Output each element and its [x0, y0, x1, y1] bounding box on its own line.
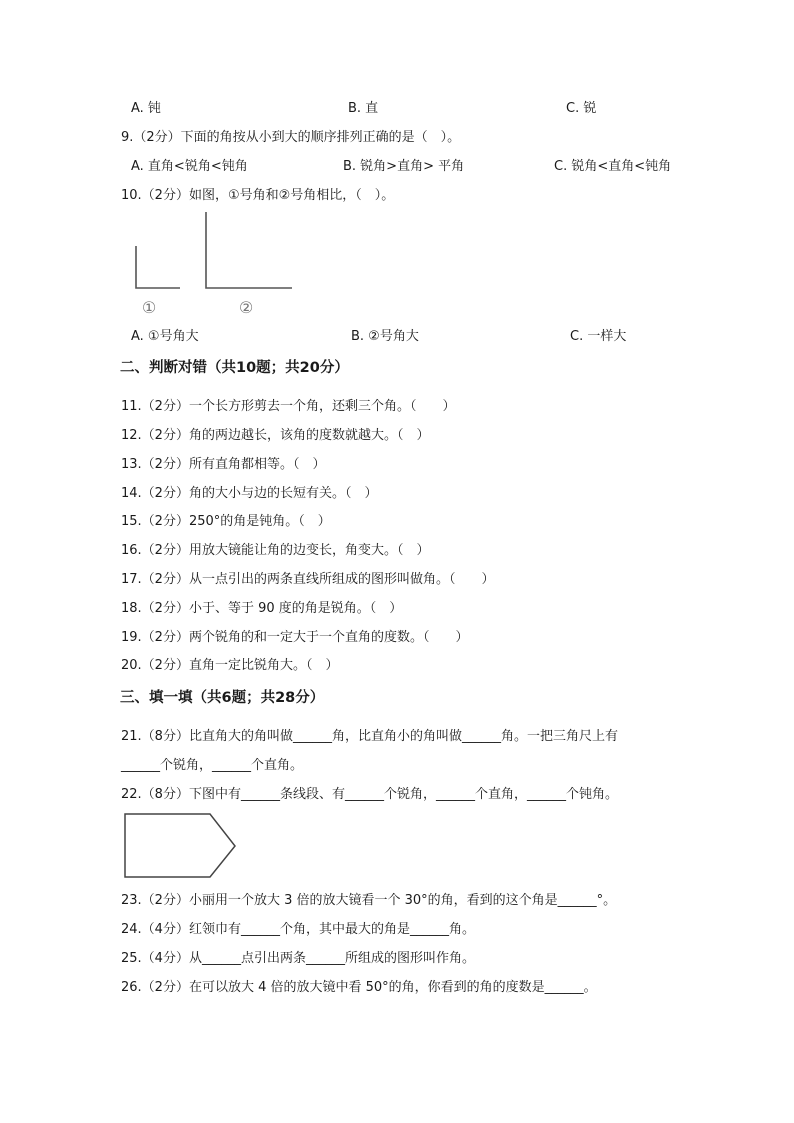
question-23: 23.（2分）小丽用一个放大 3 倍的放大镜看一个 30°的角，看到的这个角是______°。: [121, 893, 617, 908]
question-24: 24.（4分）红领巾有______个角，其中最大的角是______角。: [121, 922, 475, 937]
q10-option-b: B. ②号角大: [351, 329, 419, 344]
question-16: 16.（2分）用放大镜能让角的边变长，角变大。（ ）: [121, 543, 430, 558]
q8-option-b: B. 直: [348, 101, 379, 116]
question-19: 19.（2分）两个锐角的和一定大于一个直角的度数。（ ）: [121, 630, 469, 645]
question-11: 11.（2分）一个长方形剪去一个角，还剩三个角。（ ）: [121, 399, 456, 414]
angle-1-shape: [136, 246, 180, 288]
q22-pentagon-figure: [120, 810, 244, 882]
question-20: 20.（2分）直角一定比锐角大。（ ）: [121, 658, 339, 673]
pentagon-shape: [125, 814, 235, 877]
section-2-title: 二、判断对错（共10题；共20分）: [120, 360, 349, 376]
q9-option-b: B. 锐角>直角> 平角: [343, 159, 465, 174]
q10-option-a: A. ①号角大: [131, 329, 199, 344]
question-21-line-1: 21.（8分）比直角大的角叫做______角，比直角小的角叫做______角。一把三角尺上有: [121, 729, 618, 744]
question-18: 18.（2分）小于、等于 90 度的角是锐角。（ ）: [121, 601, 403, 616]
section-3-title: 三、填一填（共6题；共28分）: [120, 690, 325, 706]
question-25: 25.（4分）从______点引出两条______所组成的图形叫作角。: [121, 951, 475, 966]
question-15: 15.（2分）250°的角是钝角。（ ）: [121, 514, 331, 529]
question-14: 14.（2分）角的大小与边的长短有关。（ ）: [121, 486, 378, 501]
question-9: 9.（2分）下面的角按从小到大的顺序排列正确的是（ ）。: [121, 130, 461, 145]
q8-option-a: A. 钝: [131, 101, 161, 116]
angle-1-label: ①: [141, 298, 157, 317]
angle-2-shape: [206, 212, 292, 288]
q8-option-c: C. 锐: [566, 101, 597, 116]
angle-2-label: ②: [238, 298, 254, 317]
question-13: 13.（2分）所有直角都相等。（ ）: [121, 457, 326, 472]
q10-option-c: C. 一样大: [570, 329, 627, 344]
q9-option-a: A. 直角<锐角<钝角: [131, 159, 248, 174]
q9-option-c: C. 锐角<直角<钝角: [554, 159, 672, 174]
q10-angle-figure: [120, 206, 310, 322]
question-12: 12.（2分）角的两边越长，该角的度数就越大。（ ）: [121, 428, 430, 443]
question-17: 17.（2分）从一点引出的两条直线所组成的图形叫做角。（ ）: [121, 572, 495, 587]
question-26: 26.（2分）在可以放大 4 倍的放大镜中看 50°的角，你看到的角的度数是______。: [121, 980, 597, 995]
question-10: 10.（2分）如图，①号角和②号角相比，（ ）。: [121, 188, 395, 203]
question-21-line-2: ______个锐角，______个直角。: [121, 758, 304, 773]
question-22: 22.（8分）下图中有______条线段、有______个锐角，______个直角，______个钝角。: [121, 787, 618, 802]
